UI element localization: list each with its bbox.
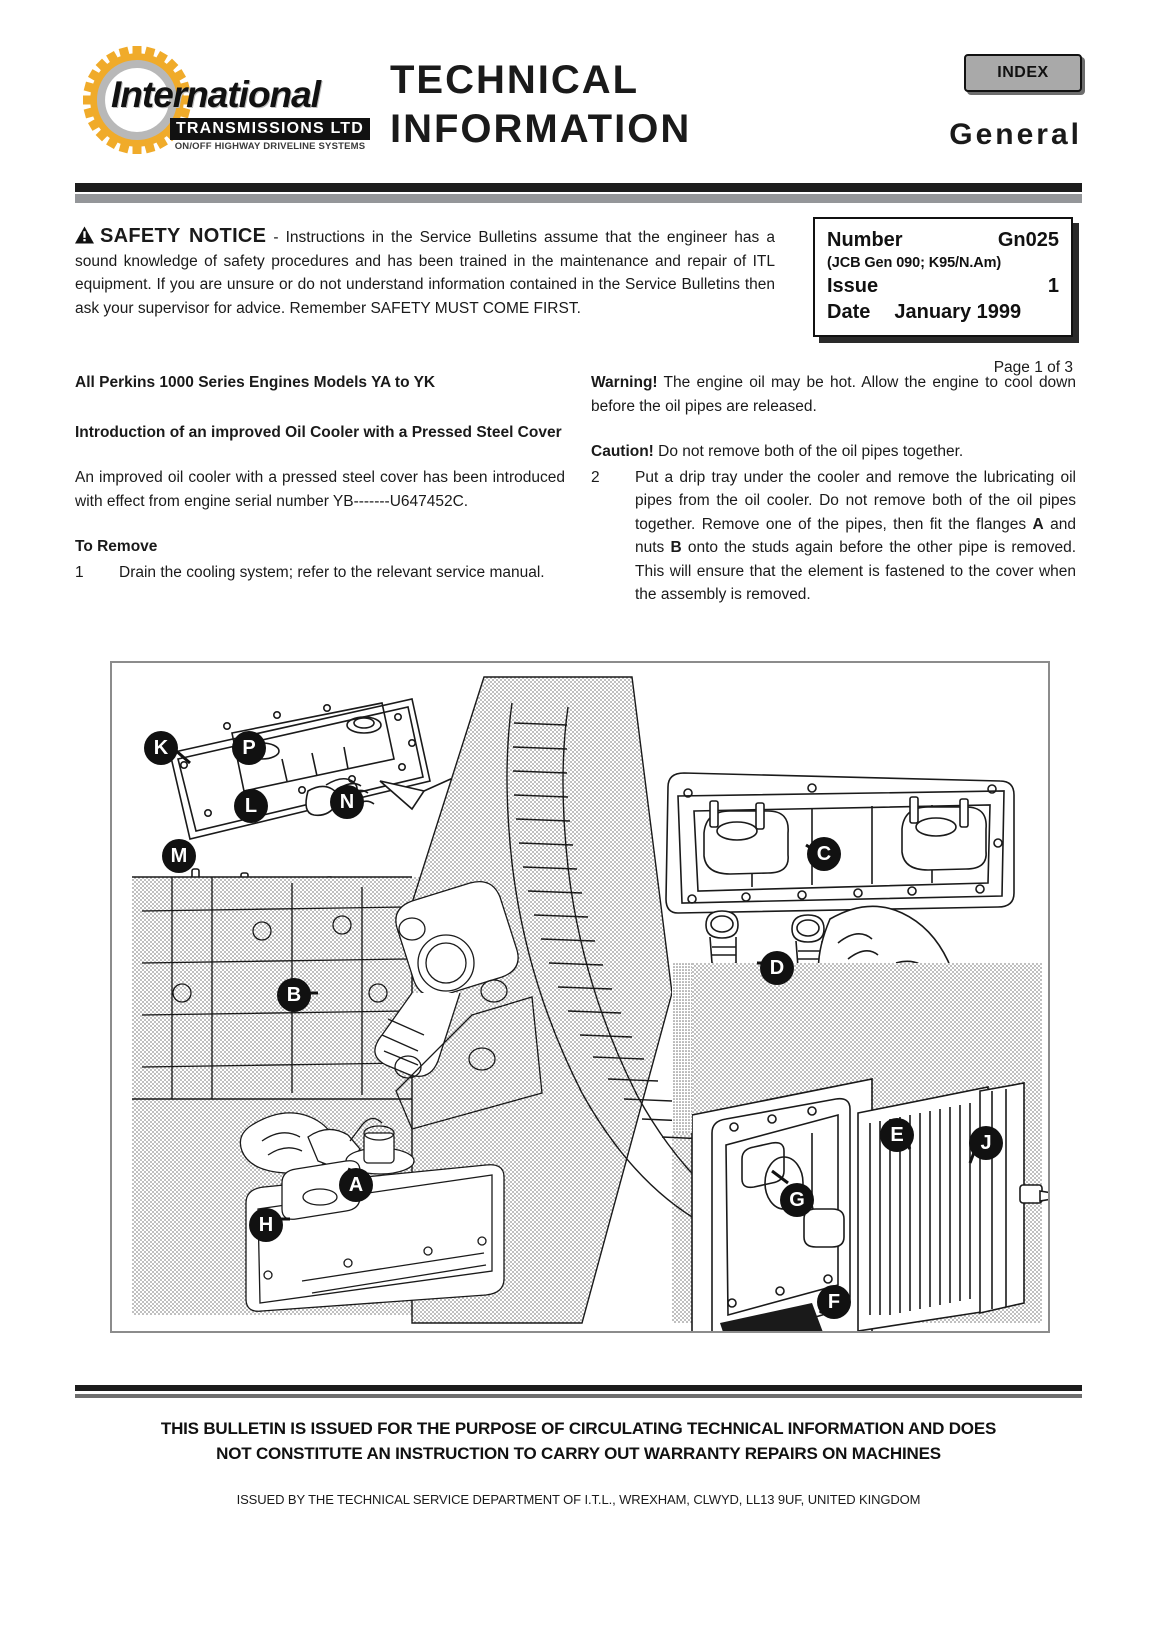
to-remove-heading: To Remove bbox=[75, 538, 158, 555]
step-2-part-c: onto the studs again before the other pipe is removed. This will ensure that the element is fastened to the cover when the assembly is removed. bbox=[635, 539, 1076, 603]
footer-disclaimer-line-2: NOT CONSTITUTE AN INSTRUCTION TO CARRY OUT WARRANTY REPAIRS ON MACHINES bbox=[216, 1444, 941, 1463]
callout-P: P bbox=[232, 731, 266, 765]
header-rule-gray bbox=[75, 194, 1082, 203]
step-2-part-b: and nuts bbox=[635, 515, 1076, 556]
info-row-number bbox=[827, 227, 1059, 253]
topic-heading: Introduction of an improved Oil Cooler with a Pressed Steel Cover bbox=[75, 423, 562, 441]
caution-paragraph bbox=[591, 440, 1076, 464]
footer-rule-black bbox=[75, 1385, 1082, 1391]
flange-reference: A bbox=[1032, 515, 1044, 533]
models-heading: All Perkins 1000 Series Engines Models YA to YK bbox=[75, 374, 436, 391]
remove-step-2 bbox=[591, 466, 1076, 607]
step-2-text bbox=[635, 466, 1076, 607]
logo-wordmark: International bbox=[111, 74, 321, 115]
date-label: Date bbox=[827, 301, 871, 323]
info-row-issue bbox=[827, 273, 1059, 299]
issue-label: Issue bbox=[827, 275, 879, 297]
title-line-technical: TECHNICAL bbox=[390, 58, 640, 102]
callout-L: L bbox=[234, 789, 268, 823]
bulletin-info-box bbox=[813, 217, 1073, 337]
footer-rule-gray bbox=[75, 1394, 1082, 1398]
step-1-text: Drain the cooling system; refer to the relevant service manual. bbox=[119, 563, 545, 581]
safety-notice-heading bbox=[75, 225, 266, 247]
callout-A: A bbox=[339, 1168, 373, 1202]
callout-C: C bbox=[807, 837, 841, 871]
callout-F: F bbox=[817, 1285, 851, 1319]
callout-M: M bbox=[162, 839, 196, 873]
date-value: January 1999 bbox=[894, 301, 1022, 323]
safety-notice bbox=[75, 225, 775, 320]
footer-disclaimer-line-1: THIS BULLETIN IS ISSUED FOR THE PURPOSE OF CIRCULATING TECHNICAL INFORMATION AND DOES bbox=[160, 1419, 997, 1438]
logo-band-text: TRANSMISSIONS LTD bbox=[170, 118, 370, 140]
info-reference: (JCB Gen 090; K95/N.Am) bbox=[827, 255, 1002, 271]
warning-text: The engine oil may be hot. Allow the engine to cool down before the oil pipes are released. bbox=[591, 374, 1076, 415]
callout-K: K bbox=[144, 731, 178, 765]
right-column bbox=[591, 371, 1076, 607]
number-label: Number bbox=[827, 229, 903, 251]
callout-H: H bbox=[249, 1208, 283, 1242]
intro-paragraph: An improved oil cooler with a pressed steel cover has been introduced with effect from engine serial number YB-------U647452C. bbox=[75, 469, 565, 510]
left-column bbox=[75, 371, 565, 607]
technical-illustration bbox=[110, 661, 1050, 1333]
index-button[interactable]: INDEX bbox=[964, 54, 1082, 92]
warning-paragraph bbox=[591, 371, 1076, 418]
caution-label: Caution! bbox=[591, 443, 654, 460]
page-title bbox=[390, 38, 810, 154]
body-columns bbox=[75, 371, 1082, 607]
warning-label: Warning! bbox=[591, 374, 658, 391]
issue-value: 1 bbox=[1047, 275, 1059, 297]
remove-step-1 bbox=[75, 561, 565, 585]
company-logo bbox=[75, 40, 380, 160]
section-label: General bbox=[949, 118, 1082, 151]
title-line-information: INFORMATION bbox=[390, 107, 692, 151]
safety-notice-body: - Instructions in the Service Bulletins assume that the engineer has a sound knowledge of safety procedures and has been trained in the maintenance and repair of ITL equipment. If you are unsure or do not understand information contained in the Service Bulletins then ask your supervisor for advice. Remember SAFETY MUST COME FIRST. bbox=[75, 229, 775, 317]
warning-triangle-icon bbox=[75, 226, 94, 244]
safety-notice-row bbox=[75, 225, 1082, 376]
safety-notice-title: SAFETY NOTICE bbox=[100, 225, 267, 247]
callout-J: J bbox=[969, 1126, 1003, 1160]
callout-G: G bbox=[780, 1183, 814, 1217]
info-row-date bbox=[827, 299, 1059, 325]
footer-disclaimer bbox=[75, 1416, 1082, 1466]
nut-reference: B bbox=[670, 539, 682, 556]
callout-N: N bbox=[330, 785, 364, 819]
document-footer bbox=[75, 1385, 1082, 1507]
page-indicator: Page 1 of 3 bbox=[993, 359, 1073, 376]
footer-issued-by: ISSUED BY THE TECHNICAL SERVICE DEPARTMENT OF I.T.L., WREXHAM, CLWYD, LL13 9UF, UNITED KINGDOM bbox=[236, 1492, 921, 1507]
callout-D: D bbox=[760, 951, 794, 985]
number-value: Gn025 bbox=[997, 229, 1059, 251]
caution-text: Do not remove both of the oil pipes together. bbox=[653, 443, 964, 460]
header-rule-black bbox=[75, 183, 1082, 192]
header-right-group bbox=[810, 38, 1082, 158]
callout-E: E bbox=[880, 1118, 914, 1152]
step-1-number: 1 bbox=[75, 563, 84, 581]
document-header bbox=[75, 0, 1082, 183]
step-2-number: 2 bbox=[591, 468, 600, 486]
step-2-part-a: Put a drip tray under the cooler and remove the lubricating oil pipes from the oil cooler. Do not remove both of the oil pipes together. Remove one of the pipes, then fit the flanges bbox=[635, 468, 1076, 533]
logo-subtitle: ON/OFF HIGHWAY DRIVELINE SYSTEMS bbox=[174, 141, 366, 152]
callout-B: B bbox=[277, 978, 311, 1012]
